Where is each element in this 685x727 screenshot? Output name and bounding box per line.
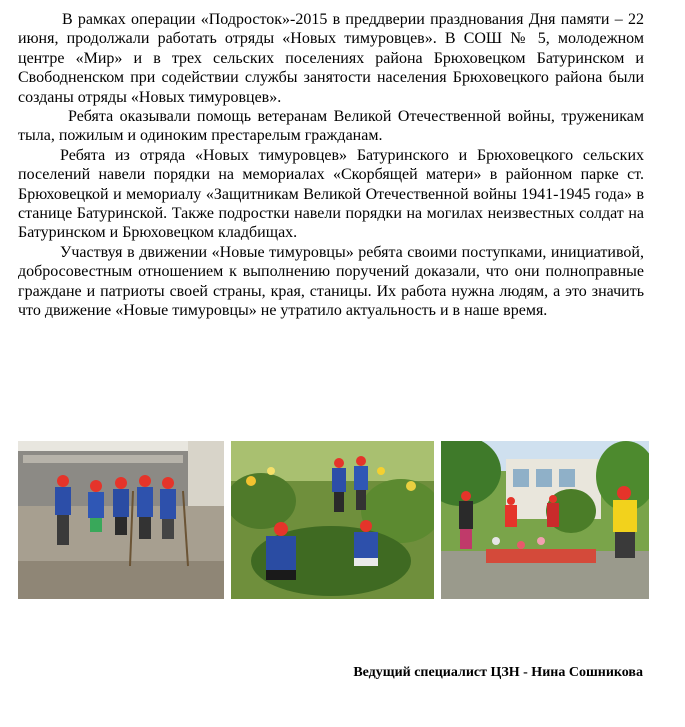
paragraph-2: Ребята оказывали помощь ветеранам Великой Отечественной войны, труженикам тыла, пожилым и одиноким престарелым гражданам. — [18, 108, 644, 145]
article-body — [18, 10, 644, 321]
photo-strip — [18, 441, 650, 601]
paragraph-3: Ребята из отряда «Новых тимуровцев» Батуринского и Брюховецкого сельских поселений навели порядки на мемориалах «Скорбящей матери» в районном парке ст. Брюховецкой и мемориалу «Защитникам Великой Отечественной войны 1941-1945 года» в станице Батуринской. Также подростки навели порядки на могилах неизвестных солдат на Батуринском и Брюховецком кладбищах. — [18, 146, 644, 242]
author-signature: Ведущий специалист ЦЗН - Нина Сошникова — [353, 665, 643, 680]
paragraph-1: В рамках операции «Подросток»-2015 в преддверии празднования Дня памяти – 22 июня, продолжали работать отряды «Новых тимуровцев». В СОШ № 5, молодежном центре «Мир» и в трех сельских поселениях района Брюховецком Батуринском и Свободненском при содействии службы занятости населения Брюховецкого района были созданы отряды «Новых тимуровцев». — [18, 11, 644, 106]
flowerbed-work-photo — [231, 441, 434, 599]
paragraph-4: Участвуя в движении «Новые тимуровцы» ребята своими поступками, инициативой, добросовестным отношением к выполнению поручений доказали, что они полноправные граждане и патриоты своей страны, края, станицы. Их работа нужна людям, а это значить что движение «Новые тимуровцы» не утратило актуальность и в наше время. — [18, 243, 644, 320]
school-yard-work-photo — [441, 441, 649, 599]
group-photo-memorial — [18, 441, 224, 599]
